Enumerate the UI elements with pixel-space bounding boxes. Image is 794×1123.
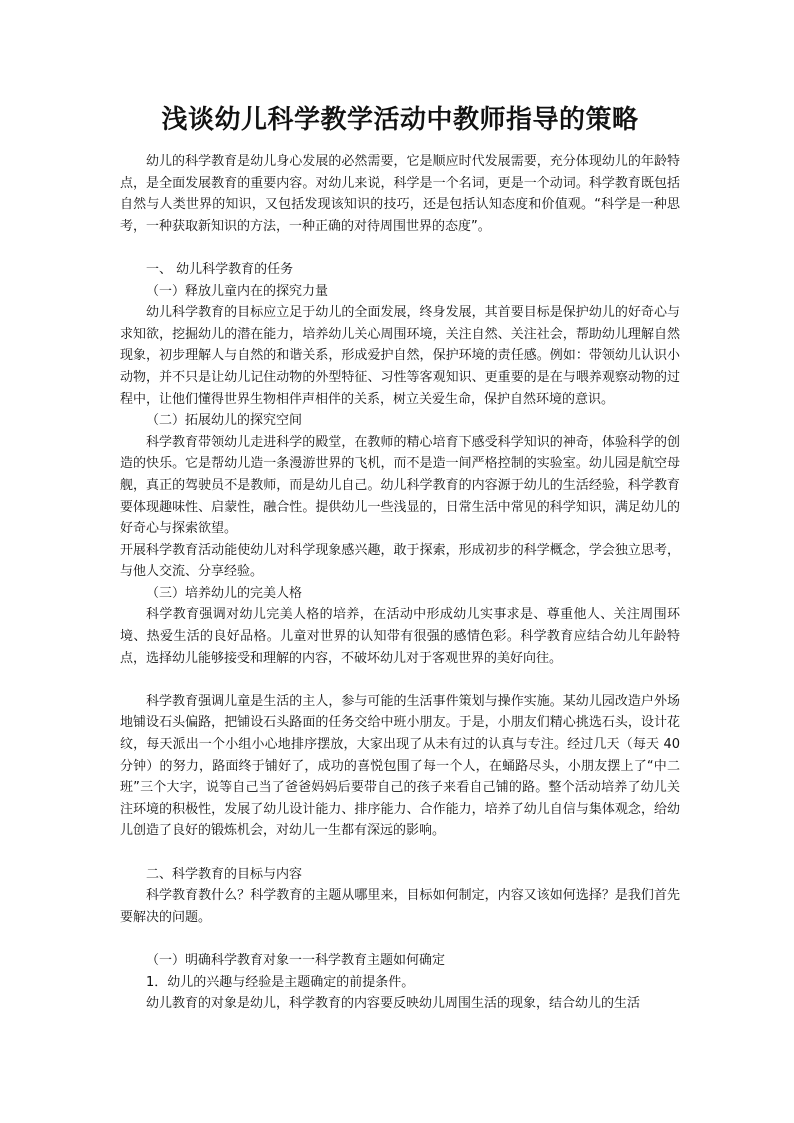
section-1-sub1-heading: （一）释放儿童内在的探究力量	[146, 283, 329, 299]
spacer	[120, 842, 680, 864]
section-2-paragraph: 科学教育教什么？科学教育的主题从哪里来，目标如何制定，内容又该如何选择？是我们首先要解决的问题。	[120, 888, 680, 925]
document-page	[120, 98, 680, 1015]
section-2-heading: 二、科学教育的目标与内容	[146, 866, 303, 882]
spacer	[120, 237, 680, 259]
section-1-sub2-heading: （二）拓展幼儿的探究空间	[146, 413, 303, 429]
section-2-sub1-point-1: 1．幼儿的兴趣与经验是主题确定的前提条件。	[146, 974, 415, 990]
section-1-sub2-paragraph-2: 开展科学教育活动能使幼儿对科学现象感兴趣，敢于探索，形成初步的科学概念，学会独立思考，与他人交流、分享经验。	[120, 542, 680, 580]
spacer	[120, 928, 680, 950]
section-1-sub1-paragraph: 幼儿科学教育的目标应立足于幼儿的全面发展，终身发展，其首要目标是保护幼儿的好奇心与求知欲，挖掘幼儿的潜在能力，培养幼儿关心周围环境，关注自然、关注社会，帮助幼儿理解自然现象，初步理解人与自然的和谐关系，形成爱护自然，保护环境的责任感。例如：带领幼儿认识小动物，并不只是让幼儿记住动物的外型特征、习性等客观知识、更重要的是在与喂养观察动物的过程中，让他们懂得世界生物相伴声相伴的关系，树立关爱生命，保护自然环境的意识。	[120, 305, 680, 407]
section-1-sub3-paragraph: 科学教育强调对幼儿完美人格的培养，在活动中形成幼儿实事求是、尊重他人、关注周围环境、热爱生活的良好品格。儿童对世界的认知带有很强的感情色彩。科学教育应结合幼儿年龄特点，选择幼儿能够接受和理解的内容，不破坏幼儿对于客观世界的美好向往。	[120, 607, 680, 666]
intro-paragraph: 幼儿的科学教育是幼儿身心发展的必然需要，它是顺应时代发展需要，充分体现幼儿的年龄特点，是全面发展教育的重要内容。对幼儿来说，科学是一个名词，更是一个动词。科学教育既包括自然与人类世界的知识，又包括发现该知识的技巧，还是包括认知态度和价值观。“科学是一种思考，一种获取新知识的方法，一种正确的对待周围世界的态度”。	[120, 154, 680, 234]
document-title: 浅谈幼儿科学教学活动中教师指导的策略	[161, 105, 639, 135]
spacer	[120, 669, 680, 691]
section-2-sub1-paragraph: 幼儿教育的对象是幼儿，科学教育的内容要反映幼儿周围生活的现象，结合幼儿的生活	[146, 996, 641, 1012]
example-paragraph: 科学教育强调儿童是生活的主人，参与可能的生活事件策划与操作实施。某幼儿园改造户外场地铺设石头偏路，把铺设石头路面的任务交给中班小朋友。于是，小朋友们精心挑选石头，设计花纹，每天派出一个小组小心地排序摆放，大家出现了从未有过的认真与专注。经过几天（每天 40 分钟）的努力，路面终于铺好了，成功的喜悦包围了每一个人，在蛹路尽头，小朋友摆上了“中二班”三个大字，说等自己当了爸爸妈妈后要带自己的孩子来看自己铺的路。整个活动培养了幼儿关注环境的积极性，发展了幼儿设计能力、排序能力、合作能力，培养了幼儿自信与集体观念，给幼儿创造了良好的锻炼机会，对幼儿一生都有深远的影响。	[120, 693, 680, 839]
section-1-heading: 一、 幼儿科学教育的任务	[146, 261, 294, 277]
section-2-sub1-heading: （一）明确科学教育对象一一科学教育主题如何确定	[146, 952, 446, 968]
section-1-sub2-paragraph: 科学教育带领幼儿走进科学的殿堂，在教师的精心培育下感受科学知识的神奇，体验科学的创造的快乐。它是帮幼儿造一条漫游世界的飞机，而不是造一间严格控制的实验室。幼儿园是航空母舰，真正的驾驶员不是教师，而是幼儿自己。幼儿科学教育的内容源于幼儿的生活经验，科学教育要体现趣味性、启蒙性，融合性。提供幼儿一些浅显的，日常生活中常见的科学知识，满足幼儿的好奇心与探索欲望。	[120, 434, 680, 537]
section-1-sub3-heading: （三）培养幼儿的完美人格	[146, 585, 303, 601]
